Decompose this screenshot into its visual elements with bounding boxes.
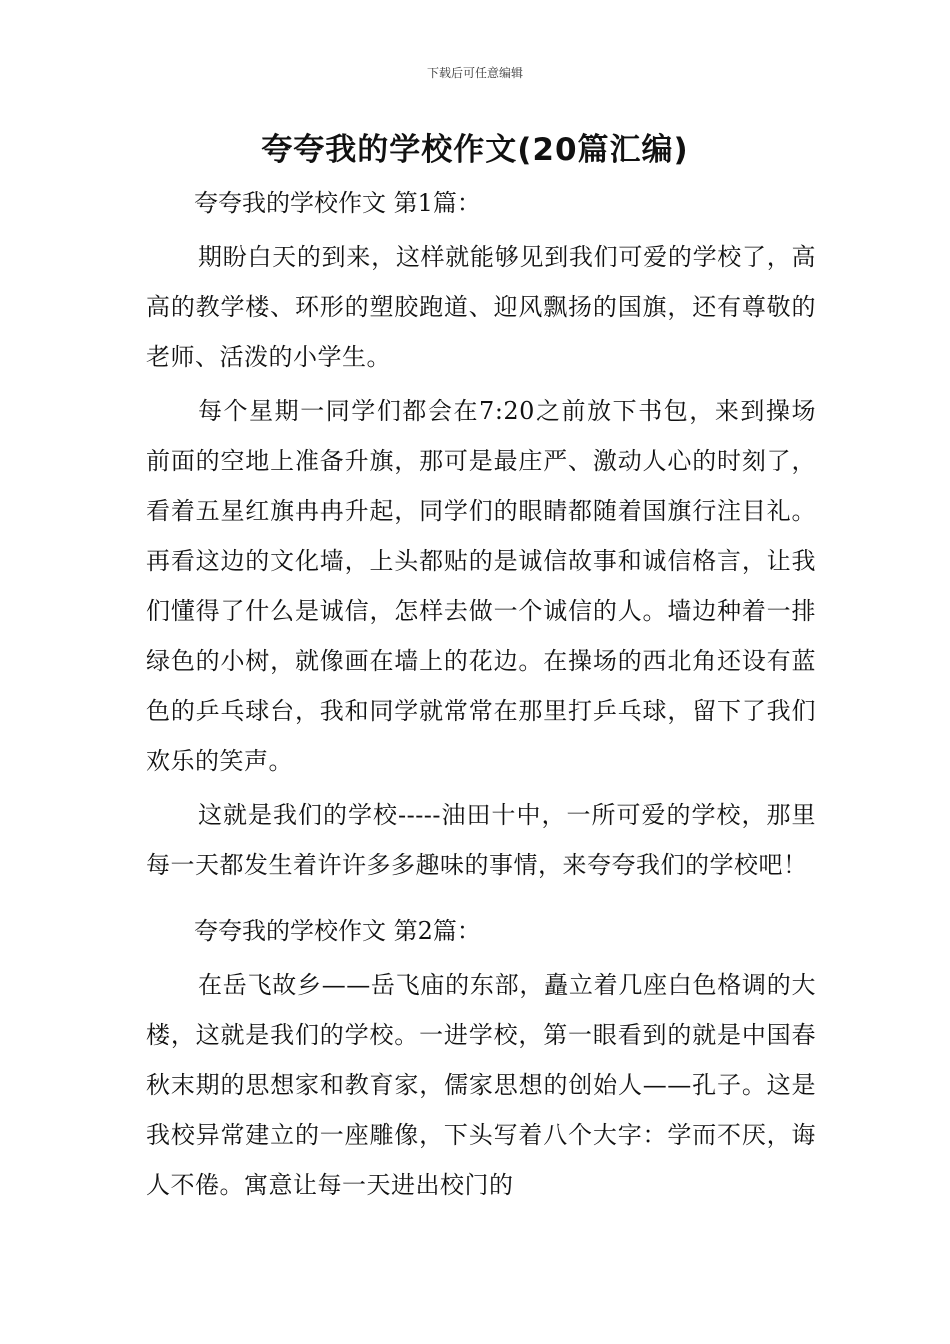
section-heading-2: 夸夸我的学校作文 第2篇：	[194, 917, 481, 945]
section-heading-1: 夸夸我的学校作文 第1篇：	[194, 189, 481, 217]
header-note: 下载后可任意编辑	[426, 66, 523, 80]
paragraph-1-2: 每个星期一同学们都会在7:20之前放下书包，来到操场前面的空地上准备升旗，那可是最庄严、激动人心的时刻了，看着五星红旗冉冉升起，同学们的眼睛都随着国旗行注目礼。再看这边的文化墙，上头都贴的是诚信故事和诚信格言，让我们懂得了什么是诚信，怎样去做一个诚信的人。墙边种着一排绿色的小树，就像画在墙上的花边。在操场的西北角还设有蓝色的乒乓球台，我和同学就常常在那里打乒乓球，留下了我们欢乐的笑声。	[146, 397, 816, 775]
paragraph-1-1: 期盼白天的到来，这样就能够见到我们可爱的学校了，高高的教学楼、环形的塑胶跑道、迎风飘扬的国旗，还有尊敬的老师、活泼的小学生。	[146, 243, 816, 371]
paragraph-2-1: 在岳飞故乡——岳飞庙的东部，矗立着几座白色格调的大楼，这就是我们的学校。一进学校，第一眼看到的就是中国春秋末期的思想家和教育家，儒家思想的创始人——孔子。这是我校异常建立的一座雕像，下头写着八个大字：学而不厌，诲人不倦。寓意让每一天进出校门的	[146, 971, 816, 1199]
paragraph-1-3: 这就是我们的学校-----油田十中，一所可爱的学校，那里每一天都发生着许许多多趣味的事情，来夸夸我们的学校吧！	[146, 801, 816, 879]
document-title: 夸夸我的学校作文(20篇汇编)	[261, 132, 689, 168]
document-body	[146, 178, 816, 1214]
